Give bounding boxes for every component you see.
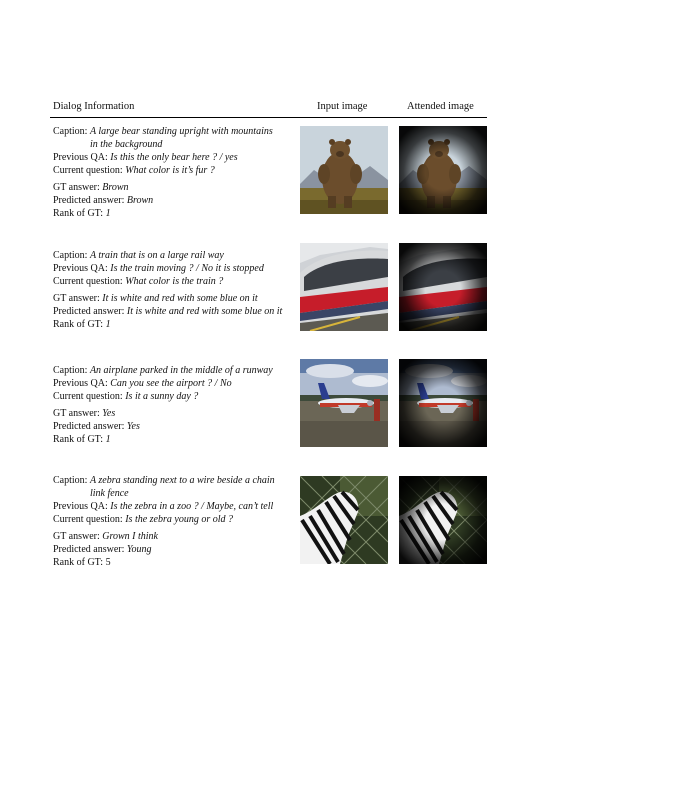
current-question-text: What color is the train ? (125, 276, 224, 287)
previous-qa-label: Previous QA: (53, 263, 108, 274)
dialog-block (53, 125, 298, 220)
header-rule (50, 117, 487, 118)
dialog-block (53, 364, 298, 446)
rank-value: 5 (105, 557, 111, 568)
previous-qa-label: Previous QA: (53, 152, 108, 163)
attended-image-zebra (399, 476, 487, 564)
rank-value: 1 (105, 434, 111, 445)
current-question-text: What color is it’s fur ? (125, 165, 215, 176)
predicted-answer-label: Predicted answer: (53, 306, 125, 317)
input-image-airplane (300, 359, 388, 447)
previous-qa-text: Is the zebra in a zoo ? / Maybe, can’t tell (110, 501, 274, 512)
current-question-label: Current question: (53, 514, 123, 525)
rank-value: 1 (105, 208, 111, 219)
current-question-label: Current question: (53, 276, 123, 287)
dialog-block (53, 249, 298, 331)
caption-text: A large bear standing upright with mountains (89, 126, 273, 137)
previous-qa-text: Is the train moving ? / No it is stopped (110, 263, 264, 274)
gt-answer-text: Brown (102, 182, 129, 193)
attended-image-bear (399, 126, 487, 214)
previous-qa-text: Can you see the airport ? / No (110, 378, 232, 389)
caption-label: Caption: (53, 365, 88, 376)
rank-label: Rank of GT: (53, 434, 104, 445)
rank-label: Rank of GT: (53, 208, 104, 219)
predicted-answer-label: Predicted answer: (53, 421, 125, 432)
rank-label: Rank of GT: (53, 319, 104, 330)
caption-line (53, 249, 298, 262)
caption-text-continued: in the background (90, 139, 163, 150)
input-image-zebra (300, 476, 388, 564)
dialog-block (53, 474, 298, 569)
attended-image-train (399, 243, 487, 331)
caption-line (53, 474, 298, 500)
header-attended-image: Attended image (407, 101, 474, 112)
previous-qa-label: Previous QA: (53, 378, 108, 389)
gt-answer-label: GT answer: (53, 531, 100, 542)
current-question-label: Current question: (53, 165, 123, 176)
caption-label: Caption: (53, 250, 88, 261)
rank-value: 1 (105, 319, 111, 330)
current-question-text: Is it a sunny day ? (125, 391, 199, 402)
caption-text: A train that is on a large rail way (89, 250, 224, 261)
gt-answer-text: It is white and red with some blue on it (102, 293, 258, 304)
header-input-image: Input image (317, 101, 368, 112)
predicted-answer-text: It is white and red with some blue on it (126, 306, 283, 317)
gt-answer-label: GT answer: (53, 408, 100, 419)
header-dialog-information: Dialog Information (53, 101, 135, 112)
predicted-answer-text: Brown (126, 195, 154, 206)
predicted-answer-label: Predicted answer: (53, 195, 125, 206)
predicted-answer-text: Yes (126, 421, 140, 432)
caption-line (53, 364, 298, 377)
caption-text-continued: link fence (90, 488, 129, 499)
predicted-answer-label: Predicted answer: (53, 544, 125, 555)
caption-text: An airplane parked in the middle of a runway (89, 365, 273, 376)
input-image-train (300, 243, 388, 331)
current-question-text: Is the zebra young or old ? (125, 514, 233, 525)
gt-answer-text: Yes (102, 408, 116, 419)
input-image-bear (300, 126, 388, 214)
current-question-label: Current question: (53, 391, 123, 402)
caption-text: A zebra standing next to a wire beside a chain (89, 475, 275, 486)
attended-image-airplane (399, 359, 487, 447)
gt-answer-text: Grown I think (102, 531, 158, 542)
previous-qa-label: Previous QA: (53, 501, 108, 512)
predicted-answer-text: Young (126, 544, 152, 555)
caption-line (53, 125, 298, 151)
caption-label: Caption: (53, 475, 88, 486)
caption-label: Caption: (53, 126, 88, 137)
gt-answer-label: GT answer: (53, 293, 100, 304)
gt-answer-label: GT answer: (53, 182, 100, 193)
previous-qa-text: Is this the only bear here ? / yes (110, 152, 238, 163)
rank-label: Rank of GT: (53, 557, 104, 568)
